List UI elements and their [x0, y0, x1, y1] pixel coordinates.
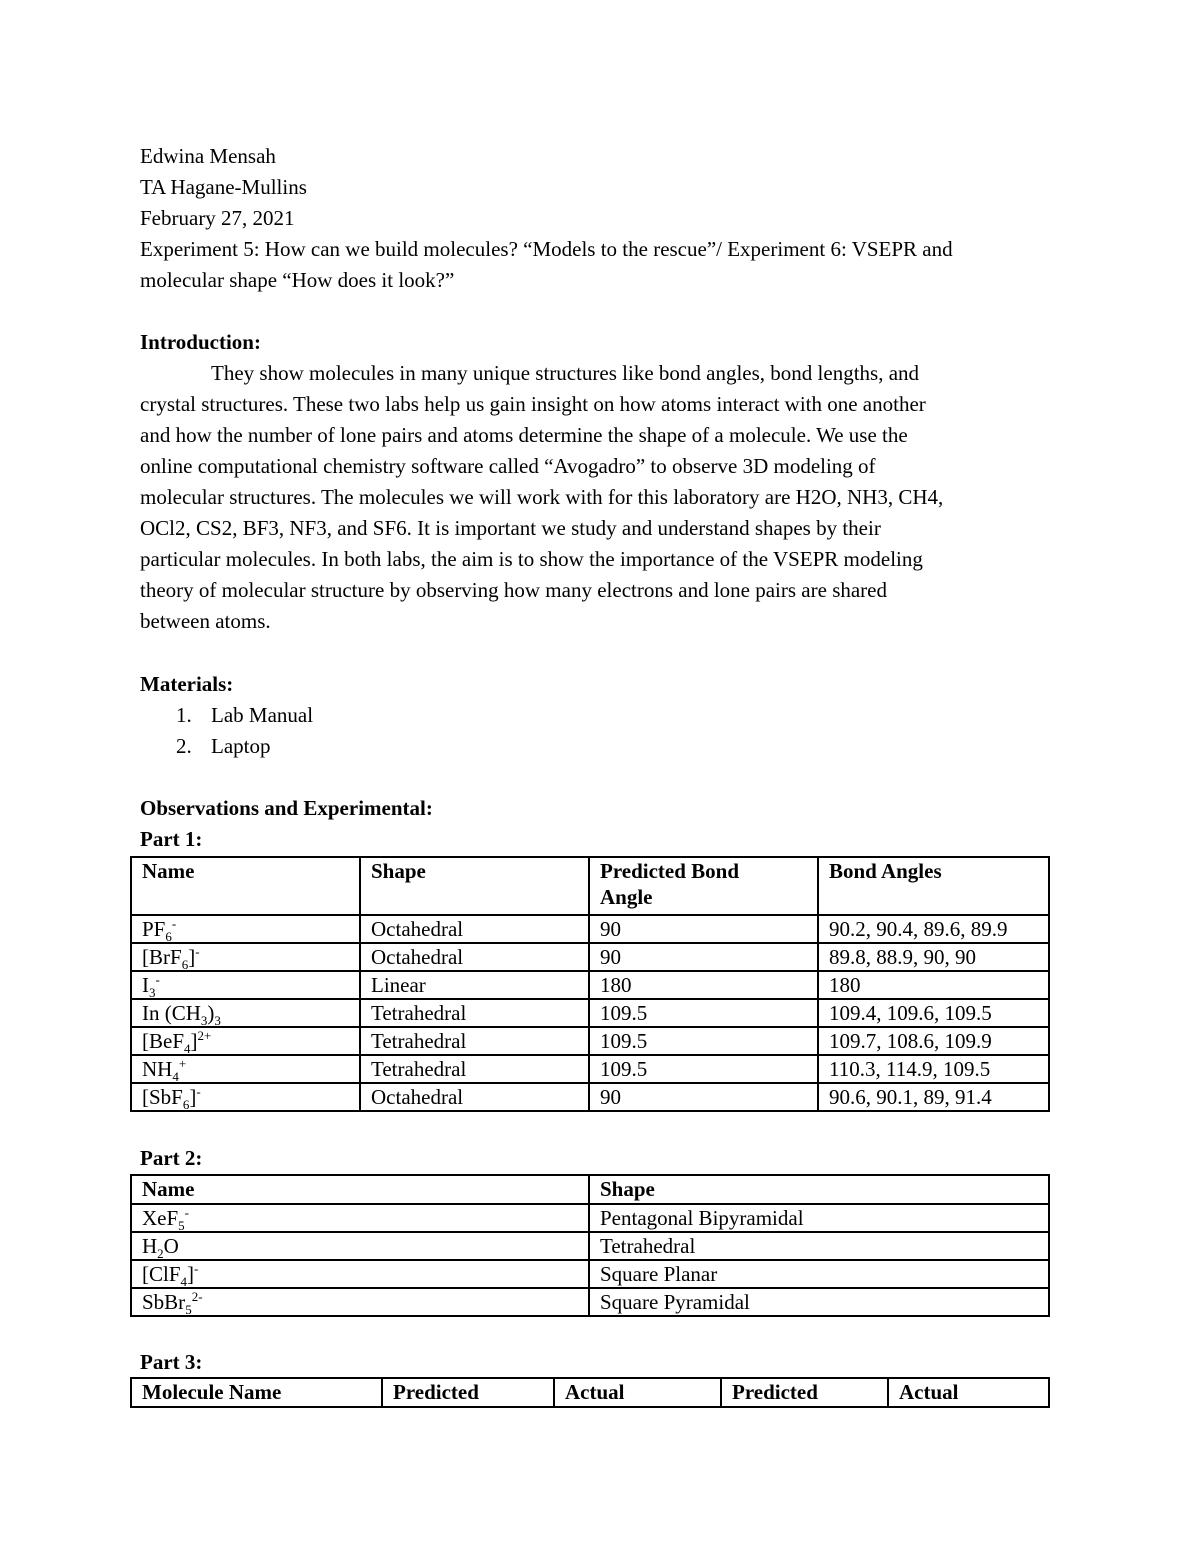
bond-angles-cell: 110.3, 114.9, 109.5	[818, 1055, 1049, 1083]
intro-line: between atoms.	[140, 609, 271, 633]
part3-table	[130, 1377, 1050, 1408]
column-header: Predicted Bond Angle	[589, 857, 818, 915]
materials-heading: Materials:	[140, 672, 234, 696]
materials-item: Lab Manual	[211, 703, 314, 727]
intro-line: theory of molecular structure by observing how many electrons and lone pairs are shared	[140, 578, 887, 602]
part2-table	[130, 1174, 1050, 1317]
intro-line: online computational chemistry software called “Avogadro” to observe 3D modeling of	[140, 454, 876, 478]
materials-item: Laptop	[211, 734, 271, 758]
observations-heading: Observations and Experimental:	[140, 796, 433, 820]
table-row	[131, 1288, 1049, 1316]
table-row	[131, 1204, 1049, 1232]
column-header: Predicted	[721, 1378, 888, 1407]
molecule-name-cell: [ClF$_4$]-	[131, 1260, 589, 1288]
shape-cell: Octahedral	[360, 1083, 589, 1111]
materials-item-number: 1.	[176, 703, 192, 727]
shape-cell: Octahedral	[360, 943, 589, 971]
column-header: Shape	[360, 857, 589, 915]
molecule-name-cell: $NH_4^+$	[131, 1055, 360, 1083]
intro-line: molecular structures. The molecules we will work with for this laboratory are H2O, NH3, CH4,	[140, 485, 944, 509]
materials-item-number: 2.	[176, 734, 192, 758]
column-header: Molecule Name	[131, 1378, 382, 1407]
table-row	[131, 943, 1049, 971]
table-row	[131, 999, 1049, 1027]
table-row	[131, 1055, 1049, 1083]
table-row	[131, 1232, 1049, 1260]
ta-name: TA Hagane-Mullins	[140, 175, 307, 199]
intro-line: crystal structures. These two labs help us gain insight on how atoms interact with one another	[140, 392, 926, 416]
table-header-row	[131, 857, 1049, 915]
table-row	[131, 1260, 1049, 1288]
bond-angles-cell: 180	[818, 971, 1049, 999]
column-header: Name	[131, 1175, 589, 1204]
author-name: Edwina Mensah	[140, 144, 276, 168]
bond-angles-cell: 109.7, 108.6, 109.9	[818, 1027, 1049, 1055]
bond-angles-cell: 89.8, 88.9, 90, 90	[818, 943, 1049, 971]
column-header: Bond Angles	[818, 857, 1049, 915]
intro-line: OCl2, CS2, BF3, NF3, and SF6. It is important we study and understand shapes by their	[140, 516, 881, 540]
molecule-name-cell: $H_2O$	[131, 1232, 589, 1260]
table-header-row	[131, 1175, 1049, 1204]
molecule-name-cell: [SbF$_6$]-	[131, 1083, 360, 1111]
part3-heading: Part 3:	[140, 1350, 203, 1374]
part2-heading: Part 2:	[140, 1146, 203, 1170]
shape-cell: Octahedral	[360, 915, 589, 943]
shape-cell: Square Planar	[589, 1260, 1049, 1288]
shape-cell: Tetrahedral	[360, 1055, 589, 1083]
bond-angles-cell: 109.4, 109.6, 109.5	[818, 999, 1049, 1027]
bond-angles-cell: 90.2, 90.4, 89.6, 89.9	[818, 915, 1049, 943]
molecule-name-cell: XeF$_5$-	[131, 1204, 589, 1232]
shape-cell: Square Pyramidal	[589, 1288, 1049, 1316]
title-line-1: Experiment 5: How can we build molecules? “Models to the rescue”/ Experiment 6: VSEPR and	[140, 237, 953, 261]
intro-line: and how the number of lone pairs and atoms determine the shape of a molecule. We use the	[140, 423, 908, 447]
report-date: February 27, 2021	[140, 206, 295, 230]
predicted-angle-cell: 109.5	[589, 1055, 818, 1083]
table-row	[131, 1027, 1049, 1055]
bond-angles-cell: 90.6, 90.1, 89, 91.4	[818, 1083, 1049, 1111]
predicted-angle-cell: 90	[589, 1083, 818, 1111]
column-header: Name	[131, 857, 360, 915]
part1-table	[130, 856, 1050, 1112]
shape-cell: Tetrahedral	[360, 1027, 589, 1055]
table-row	[131, 915, 1049, 943]
shape-cell: Tetrahedral	[589, 1232, 1049, 1260]
table-header-row	[131, 1378, 1049, 1407]
column-header: Actual	[888, 1378, 1049, 1407]
table-row	[131, 971, 1049, 999]
column-header: Shape	[589, 1175, 1049, 1204]
column-header: Actual	[554, 1378, 721, 1407]
column-header: Predicted	[382, 1378, 554, 1407]
table-row	[131, 1083, 1049, 1111]
molecule-name-cell: $PF_6^-$	[131, 915, 360, 943]
intro-line: They show molecules in many unique structures like bond angles, bond lengths, and	[211, 361, 920, 385]
part1-heading: Part 1:	[140, 827, 203, 851]
molecule-name-cell: $[BeF_4]^{2+}$	[131, 1027, 360, 1055]
molecule-name-cell: $I_3^-$	[131, 971, 360, 999]
predicted-angle-cell: 180	[589, 971, 818, 999]
introduction-heading: Introduction:	[140, 330, 261, 354]
predicted-angle-cell: 90	[589, 915, 818, 943]
predicted-angle-cell: 90	[589, 943, 818, 971]
title-line-2: molecular shape “How does it look?”	[140, 268, 455, 292]
predicted-angle-cell: 109.5	[589, 1027, 818, 1055]
molecule-name-cell: In $(CH_3)_3$	[131, 999, 360, 1027]
predicted-angle-cell: 109.5	[589, 999, 818, 1027]
intro-line: particular molecules. In both labs, the aim is to show the importance of the VSEPR modeling	[140, 547, 923, 571]
molecule-name-cell: SbBr$_5^{2-}$	[131, 1288, 589, 1316]
shape-cell: Pentagonal Bipyramidal	[589, 1204, 1049, 1232]
molecule-name-cell: [BrF$_6$]-	[131, 943, 360, 971]
shape-cell: Tetrahedral	[360, 999, 589, 1027]
shape-cell: Linear	[360, 971, 589, 999]
